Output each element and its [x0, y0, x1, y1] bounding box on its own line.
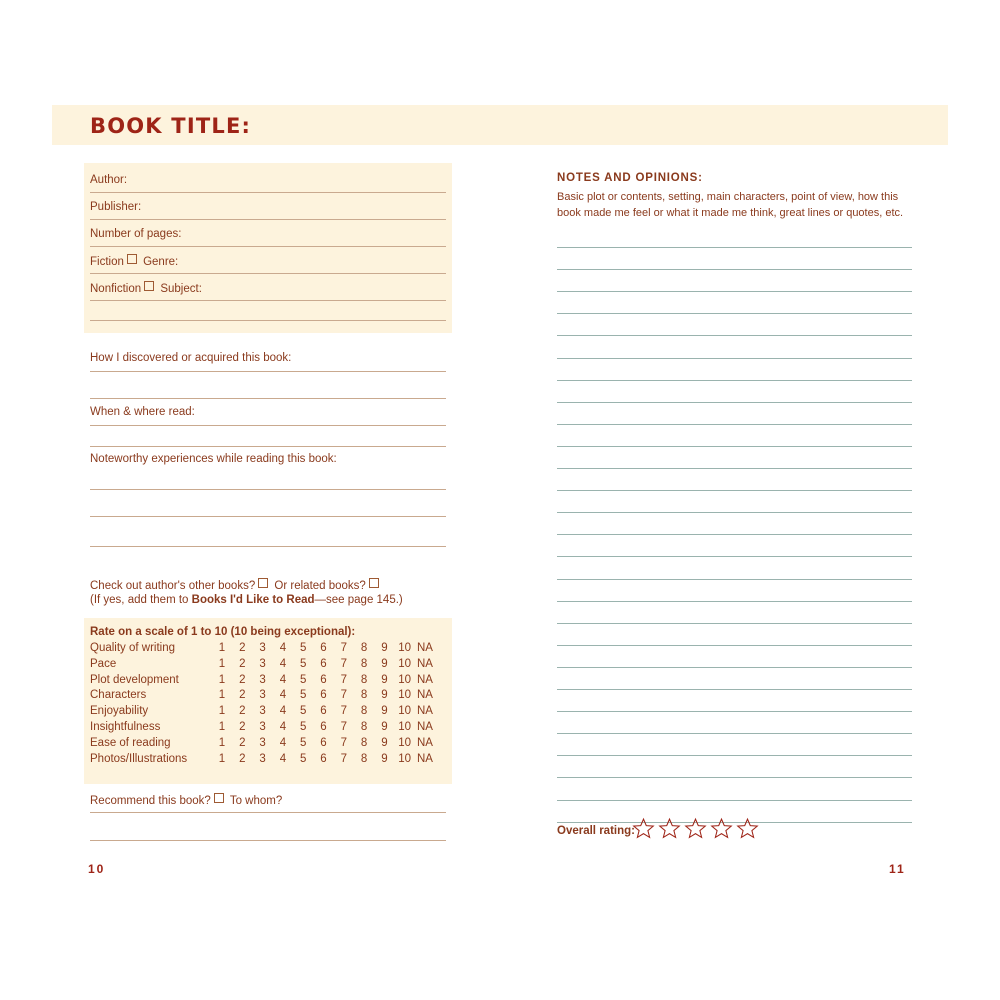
note-line[interactable]: [557, 579, 912, 580]
rating-option[interactable]: NA: [417, 752, 433, 765]
rating-option[interactable]: 2: [239, 752, 246, 765]
rating-option[interactable]: 1: [218, 689, 226, 702]
notes-subtext: Basic plot or contents, setting, main characters, point of view, how this book made me feel or what it made me think, great lines or quotes, etc.: [557, 191, 904, 219]
fiction-row: [90, 254, 178, 268]
rating-option[interactable]: 8: [360, 752, 368, 765]
note-line[interactable]: [557, 313, 912, 314]
rating-option[interactable]: 7: [340, 721, 347, 733]
rating-option[interactable]: 9: [381, 642, 388, 654]
rating-option[interactable]: 1: [218, 736, 226, 749]
rating-option[interactable]: 4: [279, 689, 287, 702]
noteworthy-label: Noteworthy experiences while reading this book:: [90, 453, 337, 465]
rating-option[interactable]: 3: [259, 642, 266, 654]
rating-label: Photos/Illustrations: [90, 752, 188, 765]
overall-rating-label: Overall rating:: [557, 825, 635, 837]
rating-option[interactable]: 5: [299, 736, 307, 749]
note-line[interactable]: [557, 667, 912, 668]
rating-label: Quality of writing: [90, 642, 176, 654]
note-line[interactable]: [557, 777, 912, 778]
rating-option[interactable]: NA: [417, 736, 433, 749]
note-line[interactable]: [557, 446, 912, 447]
note-line[interactable]: [557, 556, 912, 557]
rating-option[interactable]: 3: [259, 752, 266, 765]
star-icon[interactable]: [736, 817, 759, 840]
discovered-label: How I discovered or acquired this book:: [90, 352, 292, 364]
rating-option[interactable]: 8: [360, 721, 368, 733]
when-where-label: When & where read:: [90, 406, 195, 418]
when-where-rule-2[interactable]: [90, 446, 446, 447]
recommend-rule-1[interactable]: [90, 812, 446, 813]
rating-option[interactable]: 3: [259, 736, 266, 749]
rating-option[interactable]: 5: [299, 657, 307, 670]
rating-label: Ease of reading: [90, 736, 171, 749]
rating-option[interactable]: 3: [259, 689, 266, 702]
ifyes-suffix: —see page 145.): [314, 594, 403, 606]
ifyes-booklist: Books I'd Like to Read: [191, 594, 315, 606]
publisher-label: Publisher:: [90, 201, 142, 213]
subject-rule[interactable]: [90, 300, 446, 301]
rating-option[interactable]: 10: [398, 736, 412, 749]
folio-left: 10: [88, 862, 106, 876]
discovered-rule-1[interactable]: [90, 371, 446, 372]
note-line[interactable]: [557, 755, 912, 756]
rating-option[interactable]: 3: [259, 705, 266, 718]
ifyes-row: [90, 594, 403, 606]
rating-option[interactable]: 6: [320, 642, 327, 654]
note-line[interactable]: [557, 800, 912, 801]
rating-option[interactable]: 1: [218, 642, 226, 654]
recommend-row: [90, 793, 282, 807]
rating-option[interactable]: 2: [239, 736, 246, 749]
star-icon[interactable]: [632, 817, 655, 840]
rating-option[interactable]: 7: [340, 689, 347, 702]
rating-option[interactable]: 10: [398, 657, 412, 670]
rating-option[interactable]: 1: [218, 705, 226, 718]
book-title-banner: [52, 105, 948, 145]
note-line[interactable]: [557, 468, 912, 469]
nonfiction-checkbox[interactable]: [144, 281, 154, 291]
note-line[interactable]: [557, 623, 912, 624]
rating-option[interactable]: 8: [360, 673, 368, 686]
rating-label: Pace: [90, 657, 117, 670]
rating-label: Plot development: [90, 673, 179, 686]
rating-option[interactable]: 9: [381, 721, 388, 733]
fiction-label: Fiction: [90, 256, 124, 268]
rating-option[interactable]: 5: [299, 721, 307, 733]
when-where-rule-1[interactable]: [90, 425, 446, 426]
note-line[interactable]: [557, 291, 912, 292]
ifyes-prefix: (If yes, add them to: [90, 594, 192, 606]
author-label: Author:: [90, 174, 128, 186]
checkout-row: [90, 578, 382, 592]
recommend-rule-2[interactable]: [90, 840, 446, 841]
star-icon[interactable]: [710, 817, 733, 840]
note-line[interactable]: [557, 512, 912, 513]
rating-option[interactable]: 1: [218, 673, 226, 686]
ratings-title: Rate on a scale of 1 to 10 (10 being exceptional):: [90, 626, 356, 638]
rating-option[interactable]: 7: [340, 752, 347, 765]
noteworthy-rule-1[interactable]: [90, 489, 446, 490]
rating-option[interactable]: 9: [381, 657, 388, 670]
rating-option[interactable]: 6: [320, 705, 327, 718]
publisher-rule[interactable]: [90, 219, 446, 220]
rating-option[interactable]: 3: [259, 657, 266, 670]
rating-option[interactable]: 10: [398, 705, 412, 718]
page-title: BOOK TITLE:: [90, 114, 252, 138]
rating-option[interactable]: 6: [320, 657, 327, 670]
noteworthy-rule-2[interactable]: [90, 516, 446, 517]
rating-option[interactable]: 5: [299, 689, 307, 702]
notes-heading: NOTES AND OPINIONS:: [557, 172, 703, 184]
note-line[interactable]: [557, 689, 912, 690]
book-info-block: [84, 163, 452, 333]
rating-option[interactable]: 8: [360, 736, 368, 749]
rating-option[interactable]: 10: [398, 689, 412, 702]
rating-option[interactable]: 2: [239, 689, 246, 702]
note-line[interactable]: [557, 358, 912, 359]
nonfiction-row: [90, 281, 202, 295]
rating-option[interactable]: 4: [279, 736, 287, 749]
rating-option[interactable]: 2: [239, 642, 246, 654]
discovered-rule-2[interactable]: [90, 398, 446, 399]
rating-option[interactable]: NA: [417, 705, 433, 718]
rating-option[interactable]: 2: [239, 705, 246, 718]
rating-option[interactable]: 4: [279, 752, 287, 765]
checkout-label: Check out author's other books?: [90, 580, 256, 592]
recommend-label: Recommend this book?: [90, 795, 211, 807]
rating-option[interactable]: 7: [340, 673, 347, 686]
rating-option[interactable]: 6: [320, 689, 327, 702]
rating-option[interactable]: 9: [381, 689, 388, 702]
pages-label: Number of pages:: [90, 228, 182, 240]
rating-option[interactable]: 4: [279, 721, 287, 733]
note-line[interactable]: [557, 380, 912, 381]
rating-option[interactable]: 5: [299, 705, 307, 718]
overall-rating-stars[interactable]: [632, 817, 759, 840]
rating-option[interactable]: 1: [218, 657, 226, 670]
rating-option[interactable]: 1: [218, 752, 226, 765]
recommend-checkbox[interactable]: [214, 793, 224, 803]
rating-option[interactable]: 2: [239, 721, 246, 733]
note-line[interactable]: [557, 645, 912, 646]
rating-option[interactable]: 4: [279, 642, 287, 654]
rating-option[interactable]: 4: [279, 657, 287, 670]
rating-option[interactable]: 7: [340, 705, 347, 718]
rating-option[interactable]: 1: [218, 721, 226, 733]
rating-label: Enjoyability: [90, 705, 149, 718]
rating-option[interactable]: 5: [299, 642, 307, 654]
genre-rule[interactable]: [90, 273, 446, 274]
rating-option[interactable]: 9: [381, 673, 388, 686]
related-checkbox[interactable]: [369, 578, 379, 588]
note-line[interactable]: [557, 733, 912, 734]
rating-option[interactable]: 6: [320, 752, 327, 765]
rating-option[interactable]: NA: [417, 673, 433, 686]
rating-option[interactable]: 7: [340, 642, 347, 654]
rating-option[interactable]: 4: [279, 673, 287, 686]
rating-option[interactable]: 8: [360, 642, 368, 654]
subject-label: Subject:: [160, 283, 202, 295]
rating-option[interactable]: NA: [417, 721, 433, 733]
rating-option[interactable]: 3: [259, 721, 266, 733]
nonfiction-label: Nonfiction: [90, 283, 142, 295]
rating-label: Characters: [90, 689, 147, 702]
rating-option[interactable]: 8: [360, 657, 368, 670]
rating-option[interactable]: 6: [320, 673, 327, 686]
rating-option[interactable]: 7: [340, 657, 347, 670]
note-line[interactable]: [557, 247, 912, 248]
note-line[interactable]: [557, 335, 912, 336]
rating-option[interactable]: NA: [417, 657, 433, 670]
star-icon[interactable]: [684, 817, 707, 840]
author-rule[interactable]: [90, 192, 446, 193]
rating-option[interactable]: 2: [239, 657, 246, 670]
checkout-checkbox[interactable]: [258, 578, 268, 588]
note-line[interactable]: [557, 601, 912, 602]
folio-right: 11: [889, 862, 906, 876]
rating-option[interactable]: 2: [239, 673, 246, 686]
towhom-label: To whom?: [229, 795, 283, 807]
rating-option[interactable]: NA: [417, 689, 433, 702]
rating-option[interactable]: 10: [398, 642, 412, 654]
rating-option[interactable]: 6: [320, 736, 327, 749]
rating-option[interactable]: 8: [360, 689, 368, 702]
rating-option[interactable]: 9: [381, 752, 388, 765]
rating-option[interactable]: 3: [259, 673, 266, 686]
genre-label: Genre:: [143, 256, 179, 268]
rating-option[interactable]: 4: [279, 705, 287, 718]
rating-option[interactable]: NA: [417, 642, 433, 654]
related-label: Or related books?: [274, 580, 366, 592]
note-line[interactable]: [557, 402, 912, 403]
rating-option[interactable]: 10: [398, 721, 412, 733]
note-line[interactable]: [557, 269, 912, 270]
note-line[interactable]: [557, 711, 912, 712]
rating-option[interactable]: 9: [381, 736, 388, 749]
rating-option[interactable]: 5: [299, 673, 307, 686]
rating-label: Insightfulness: [90, 721, 161, 733]
subject-rule-2[interactable]: [90, 320, 446, 321]
star-icon[interactable]: [658, 817, 681, 840]
note-line[interactable]: [557, 534, 912, 535]
rating-option[interactable]: 8: [360, 705, 368, 718]
rating-option[interactable]: 10: [398, 752, 412, 765]
rating-option[interactable]: 5: [299, 752, 307, 765]
noteworthy-rule-3[interactable]: [90, 546, 446, 547]
rating-option[interactable]: 6: [320, 721, 327, 733]
fiction-checkbox[interactable]: [127, 254, 137, 264]
note-line[interactable]: [557, 490, 912, 491]
rating-option[interactable]: 10: [398, 673, 412, 686]
rating-option[interactable]: 7: [340, 736, 347, 749]
note-line[interactable]: [557, 424, 912, 425]
pages-rule[interactable]: [90, 246, 446, 247]
rating-option[interactable]: 9: [381, 705, 388, 718]
